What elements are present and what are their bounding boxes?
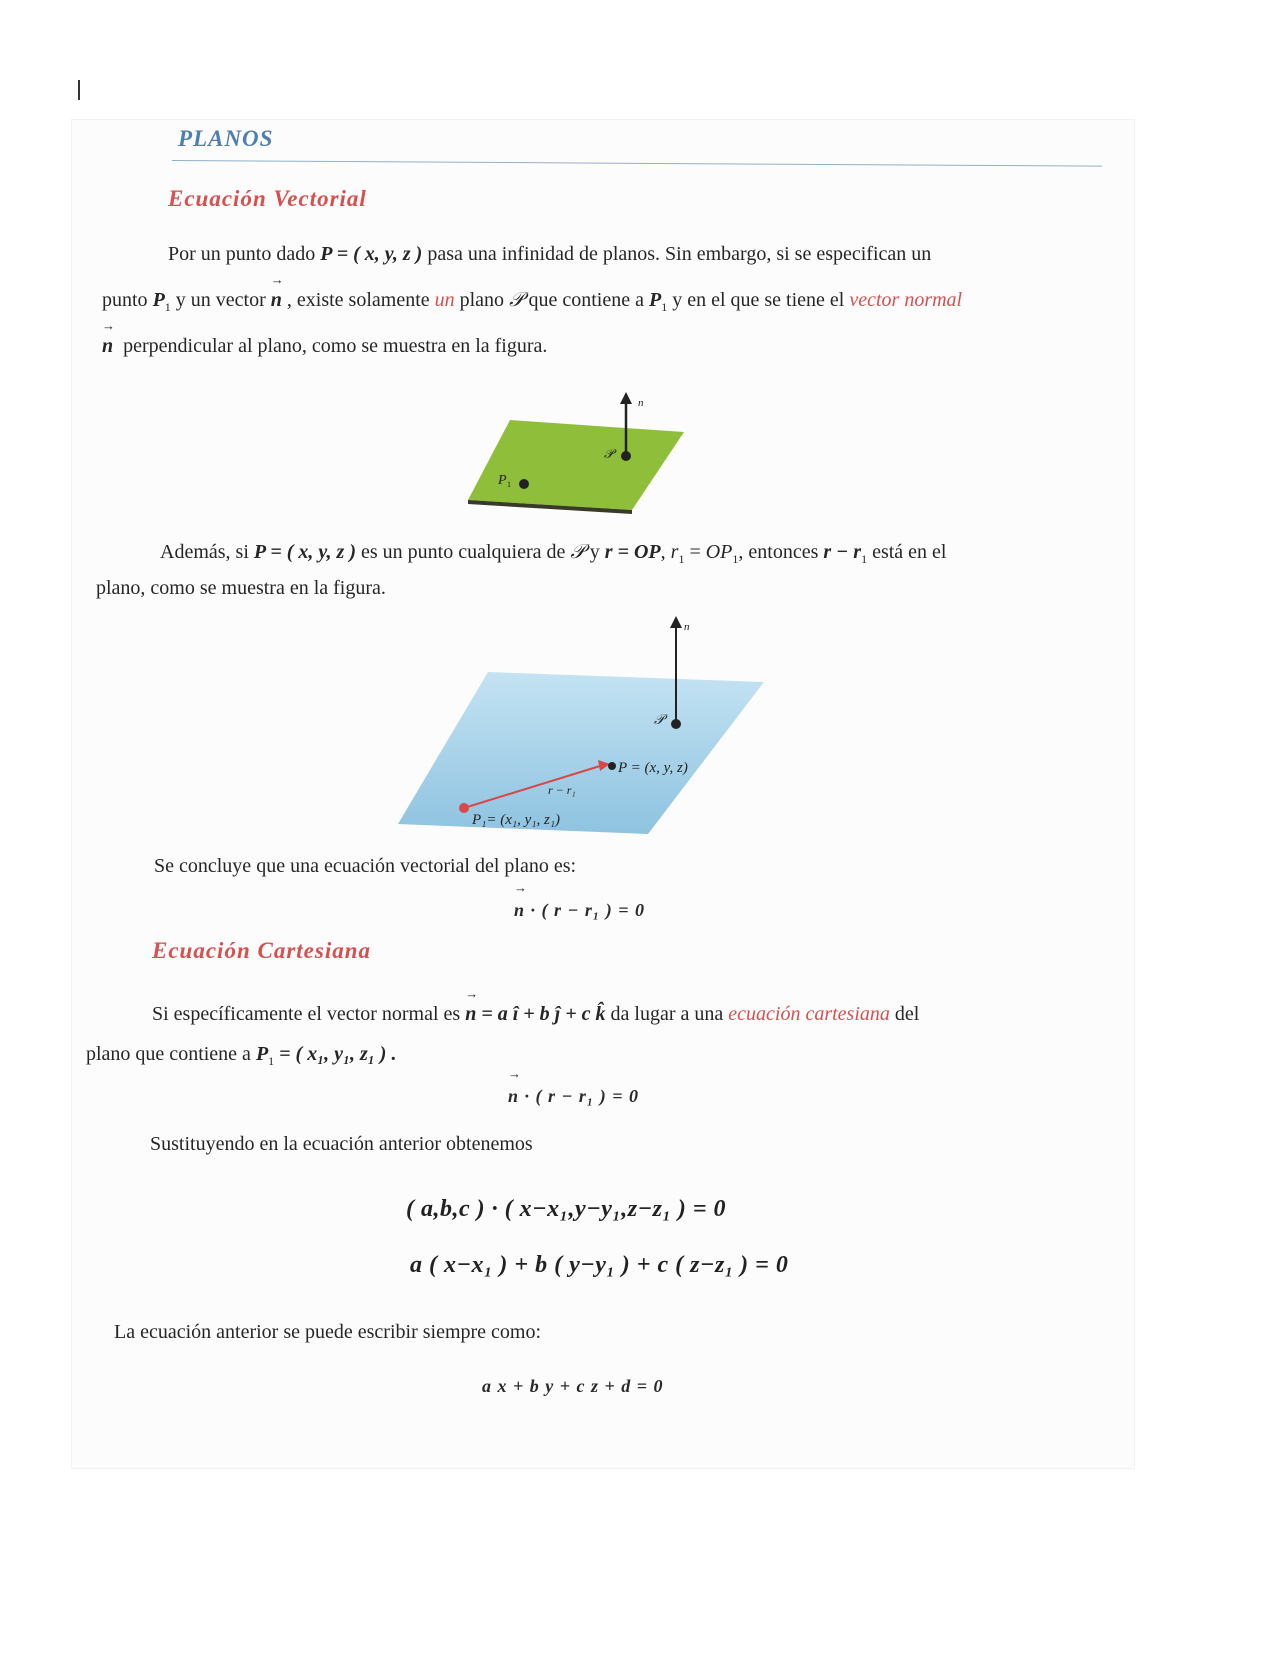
math-P1: P <box>255 1043 269 1065</box>
vector-n: → n <box>102 324 113 368</box>
equation-text: · ( r − r₁ ) = 0 <box>524 1086 639 1106</box>
vector-n: → n <box>514 900 525 921</box>
figure-plane-blue <box>392 612 772 842</box>
paragraph-vectorial-1-line3 <box>102 324 1042 368</box>
label-p1: P₁= (x₁, y₁, z₁) <box>472 812 561 828</box>
normal-base-point <box>621 451 631 461</box>
paragraph-sustituyendo: Sustituyendo en la ecuación anterior obtenemos <box>150 1133 533 1155</box>
title-rule <box>172 160 1102 167</box>
equation-text: a ( x−x₁ ) + b ( y−y₁ ) + c ( z−z₁ ) = 0 <box>410 1252 789 1278</box>
paragraph-vectorial-1-line2 <box>102 278 1112 329</box>
label-p1: P <box>498 473 507 488</box>
point-p1 <box>459 803 469 813</box>
equation-dot-product <box>406 1196 726 1223</box>
text: del <box>894 1003 920 1025</box>
paragraph-vectorial-2-line1: Además, si P = ( x, y, z ) es un punto cualquiera de 𝒫 y r = OP, $r_1 = OP_1$, entonces $r - r_1$ está en el <box>160 541 947 566</box>
math-P: P = ( x, y, z ) <box>320 243 423 265</box>
subscript-1: 1 <box>861 552 868 566</box>
text: y en el que se tiene el <box>672 289 845 311</box>
math-P: P = ( x, y, z ) <box>253 541 356 563</box>
text: perpendicular al plano, como se muestra en la figura. <box>123 335 548 357</box>
arrowhead <box>670 616 682 628</box>
emphasis-un: un <box>434 289 455 311</box>
arrowhead <box>620 392 632 404</box>
text: da lugar a una <box>610 1003 724 1025</box>
text: que contiene a <box>528 289 644 311</box>
label-p1-sub: 1 <box>507 480 511 489</box>
text: es un punto cualquiera de <box>361 541 566 563</box>
equation-expanded <box>410 1252 788 1279</box>
point-p1 <box>519 479 529 489</box>
heading-ecuacion-cartesiana: Ecuación Cartesiana <box>152 938 372 963</box>
math-n-components: = a î + b ĵ + c k̂ <box>481 1003 606 1025</box>
label-r-minus-r1: r − r₁ <box>548 783 576 797</box>
paragraph-vectorial-conclusion: Se concluye que una ecuación vectorial del plano es: <box>154 855 577 877</box>
paragraph-vectorial-2-line2: plano, como se muestra en la figura. <box>96 577 386 599</box>
text: entonces <box>748 541 819 563</box>
text-cursor-mark <box>78 80 80 100</box>
equation-text: ( a,b,c ) · ( x−x₁,y−y₁,z−z₁ ) = 0 <box>406 1196 727 1222</box>
paragraph-cartesiana-1-line2 <box>86 1032 986 1083</box>
point-p <box>608 762 616 770</box>
label-plane: 𝒫 <box>604 446 614 461</box>
text: y un vector <box>175 289 266 311</box>
subscript-1: 1 <box>268 1054 275 1068</box>
math-P1: P <box>152 289 165 311</box>
text: Además, si <box>160 541 249 563</box>
vector-n: → n <box>271 278 282 322</box>
subscript-1: 1 <box>164 300 171 314</box>
subscript-1: 1 <box>678 552 685 566</box>
math-p1-coords: = ( x₁, y₁, z₁ ) . <box>279 1043 397 1065</box>
text: pasa una infinidad de planos. Sin embargo, si se especifican un <box>427 243 932 265</box>
equation-text: · ( r − r₁ ) = 0 <box>530 900 645 920</box>
label-n: n <box>638 397 644 409</box>
math-op1: OP <box>705 541 733 563</box>
text: plano que contiene a <box>86 1043 251 1065</box>
equation-vectorial <box>514 900 645 921</box>
vector-n: → n <box>508 1086 519 1107</box>
heading-ecuacion-vectorial: Ecuación Vectorial <box>168 186 367 211</box>
emphasis-vector-normal: vector normal <box>849 289 963 311</box>
math-P1: P <box>648 289 662 311</box>
vector-n: → n <box>465 992 476 1036</box>
math-r-op: r = OP <box>604 541 661 563</box>
text: plano <box>459 289 505 311</box>
text: y <box>589 541 600 563</box>
paragraph-cartesiana-1-line1 <box>152 992 1112 1036</box>
text: Si específicamente el vector normal es <box>152 1003 461 1025</box>
emphasis-ecuacion-cartesiana: ecuación cartesiana <box>728 1003 890 1025</box>
math-plane: 𝒫 <box>509 289 524 311</box>
math-r-minus-r1: r − r <box>823 541 862 563</box>
math-plane: 𝒫 <box>570 541 585 563</box>
document-page <box>72 120 1134 1468</box>
label-plane: 𝒫 <box>654 713 665 728</box>
text: , existe solamente <box>286 289 430 311</box>
math-r1: r <box>670 541 679 563</box>
label-p: P = (x, y, z) <box>618 760 688 776</box>
figure-plane-green <box>462 388 702 518</box>
paragraph-vectorial-1-line1 <box>168 232 1108 276</box>
blue-plane <box>398 672 764 834</box>
equation-general-form: a x + b y + c z + d = 0 <box>482 1376 664 1396</box>
green-plane <box>468 420 684 510</box>
normal-base-point <box>671 719 681 729</box>
page-title: PLANOS <box>178 126 274 151</box>
subscript-1: 1 <box>732 552 739 566</box>
text: Por un punto dado <box>168 243 316 265</box>
label-n: n <box>684 621 690 633</box>
paragraph-la-ecuacion-anterior: La ecuación anterior se puede escribir siempre como: <box>114 1321 542 1343</box>
subscript-1: 1 <box>661 300 668 314</box>
equation-vectorial-repeat <box>508 1086 639 1107</box>
text: está en el <box>872 541 947 563</box>
text: punto <box>102 289 148 311</box>
